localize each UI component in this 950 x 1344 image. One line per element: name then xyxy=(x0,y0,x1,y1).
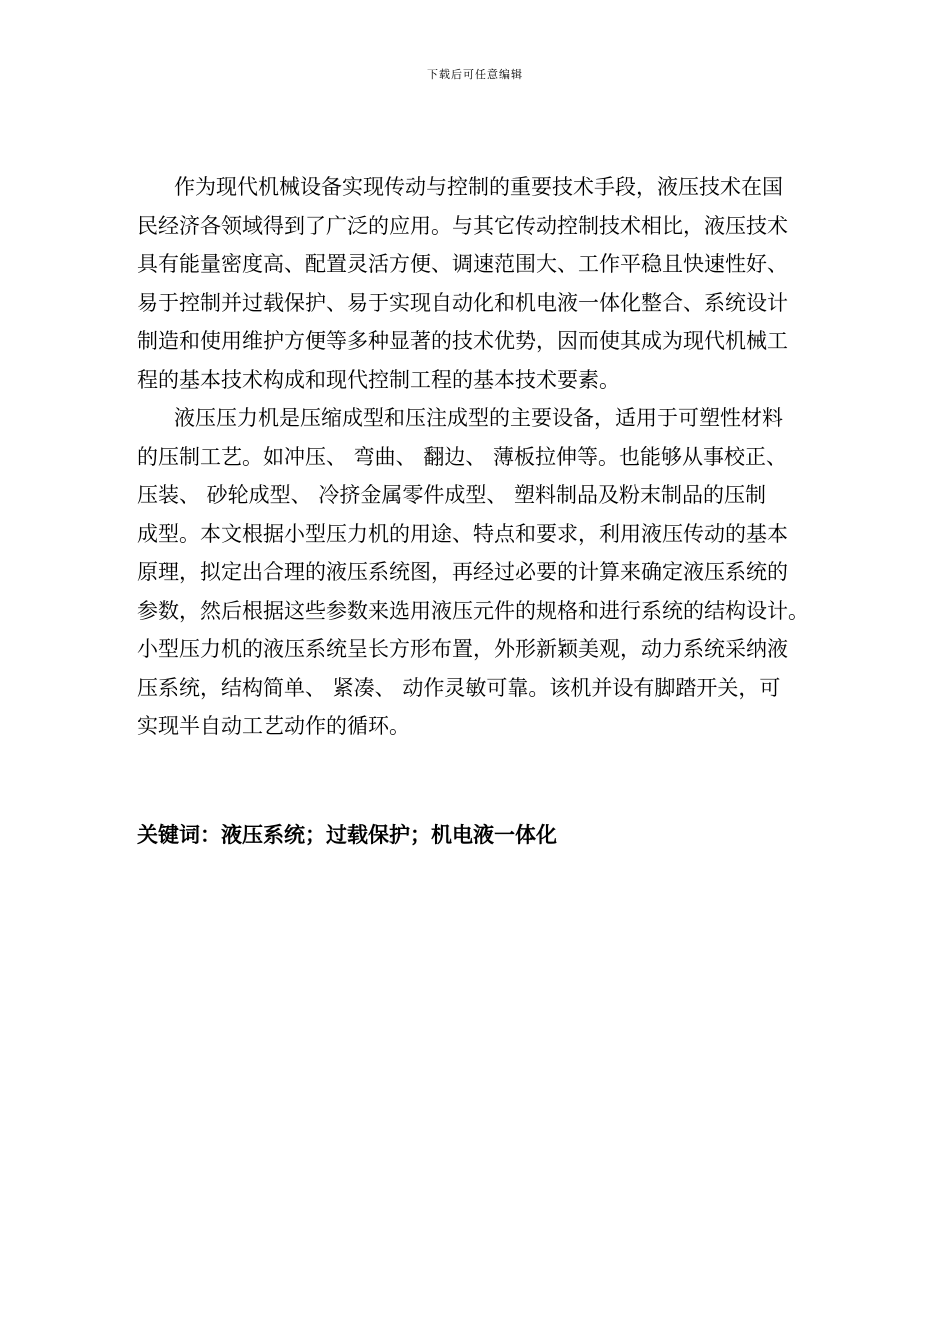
keywords-text: 液压系统；过载保护；机电液一体化 xyxy=(221,823,557,847)
paragraph-line: 小型压力机的液压系统呈长方形布置，外形新颖美观，动力系统采纳液 xyxy=(137,637,788,661)
paragraph-line: 实现半自动工艺动作的循环。 xyxy=(137,714,410,738)
paragraph-2 xyxy=(137,399,861,746)
paragraph-line: 压系统，结构简单、 紧凑、 动作灵敏可靠。该机并设有脚踏开关，可 xyxy=(137,675,781,700)
paragraph-line: 成型。本文根据小型压力机的用途、特点和要求，利用液压传动的基本 xyxy=(137,521,788,546)
paragraph-line: 压装、 砂轮成型、 冷挤金属零件成型、 塑料制品及粉末制品的压制 xyxy=(137,483,767,507)
paragraph-line: 液压压力机是压缩成型和压注成型的主要设备，适用于可塑性材料 xyxy=(174,406,783,430)
paragraph-line: 易于控制并过载保护、易于实现自动化和机电液一体化整合、系统设计 xyxy=(137,290,788,315)
paragraph-line: 的压制工艺。如冲压、 弯曲、 翻边、 薄板拉伸等。也能够从事校正、 xyxy=(137,444,788,469)
paragraph-1 xyxy=(137,168,861,399)
header-note: 下载后可任意编辑 xyxy=(427,68,523,81)
keywords-label: 关键词： xyxy=(137,823,221,847)
abstract-body xyxy=(137,168,861,746)
paragraph-line: 民经济各领域得到了广泛的应用。与其它传动控制技术相比，液压技术 xyxy=(137,213,788,238)
paragraph-line: 作为现代机械设备实现传动与控制的重要技术手段，液压技术在国 xyxy=(174,175,783,199)
keywords-line xyxy=(137,816,557,854)
paragraph-line: 原理，拟定出合理的液压系统图，再经过必要的计算来确定液压系统的 xyxy=(137,560,788,584)
paragraph-line: 参数，然后根据这些参数来选用液压元件的规格和进行系统的结构设计。 xyxy=(137,598,809,623)
paragraph-line: 程的基本技术构成和现代控制工程的基本技术要素。 xyxy=(137,367,620,392)
paragraph-line: 制造和使用维护方便等多种显著的技术优势，因而使其成为现代机械工 xyxy=(137,329,788,353)
paragraph-line: 具有能量密度高、配置灵活方便、调速范围大、工作平稳且快速性好、 xyxy=(137,252,788,276)
